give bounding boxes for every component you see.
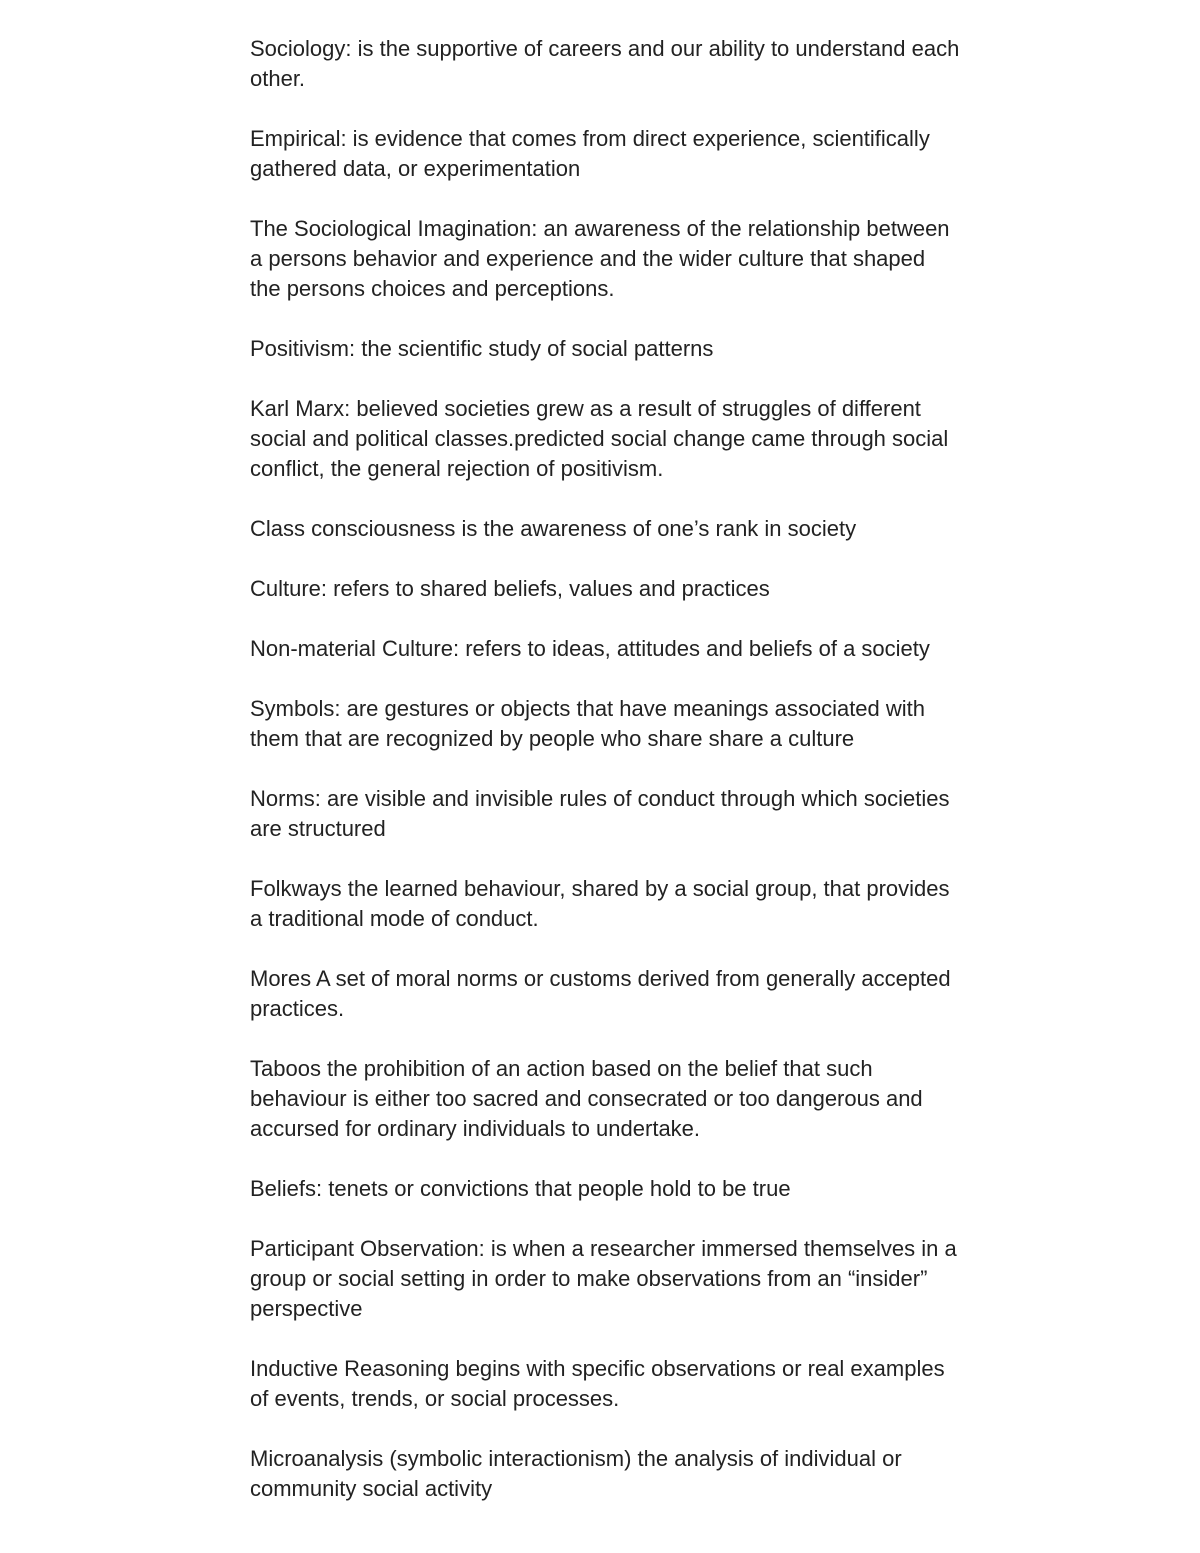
definition-sociology: Sociology: is the supportive of careers and our ability to understand each other. (250, 36, 960, 91)
definition-inductive-reasoning: Inductive Reasoning begins with specific observations or real examples of events, trends, or social processes. (250, 1356, 945, 1411)
document-page (250, 34, 960, 1504)
definition-norms: Norms: are visible and invisible rules of conduct through which societies are structured (250, 786, 950, 841)
definition-empirical: Empirical: is evidence that comes from direct experience, scientifically gathered data, or experimentation (250, 126, 930, 181)
definition-culture: Culture: refers to shared beliefs, values and practices (250, 576, 770, 601)
definition-symbols: Symbols: are gestures or objects that have meanings associated with them that are recognized by people who share share a culture (250, 696, 926, 751)
definition-sociological-imagination: The Sociological Imagination: an awareness of the relationship between a persons behavior and experience and the wider culture that shaped the persons choices and perceptions. (250, 216, 950, 301)
definition-taboos: Taboos the prohibition of an action based on the belief that such behaviour is either too sacred and consecrated or too dangerous and accursed for ordinary individuals to undertake. (250, 1056, 923, 1141)
definition-karl-marx: Karl Marx: believed societies grew as a result of struggles of different social and political classes.predicted social change came through social conflict, the general rejection of positivism. (250, 396, 949, 481)
definition-participant-observation: Participant Observation: is when a researcher immersed themselves in a group or social setting in order to make observations from an “insider” perspective (250, 1236, 957, 1321)
definition-mores: Mores A set of moral norms or customs derived from generally accepted practices. (250, 966, 951, 1021)
definition-positivism: Positivism: the scientific study of social patterns (250, 336, 714, 361)
definition-folkways: Folkways the learned behaviour, shared by a social group, that provides a traditional mode of conduct. (250, 876, 950, 931)
definition-microanalysis: Microanalysis (symbolic interactionism) the analysis of individual or community social activity (250, 1446, 902, 1501)
definition-non-material-culture: Non-material Culture: refers to ideas, attitudes and beliefs of a society (250, 636, 930, 661)
definition-class-consciousness: Class consciousness is the awareness of one’s rank in society (250, 516, 857, 541)
definition-beliefs: Beliefs: tenets or convictions that people hold to be true (250, 1176, 791, 1201)
